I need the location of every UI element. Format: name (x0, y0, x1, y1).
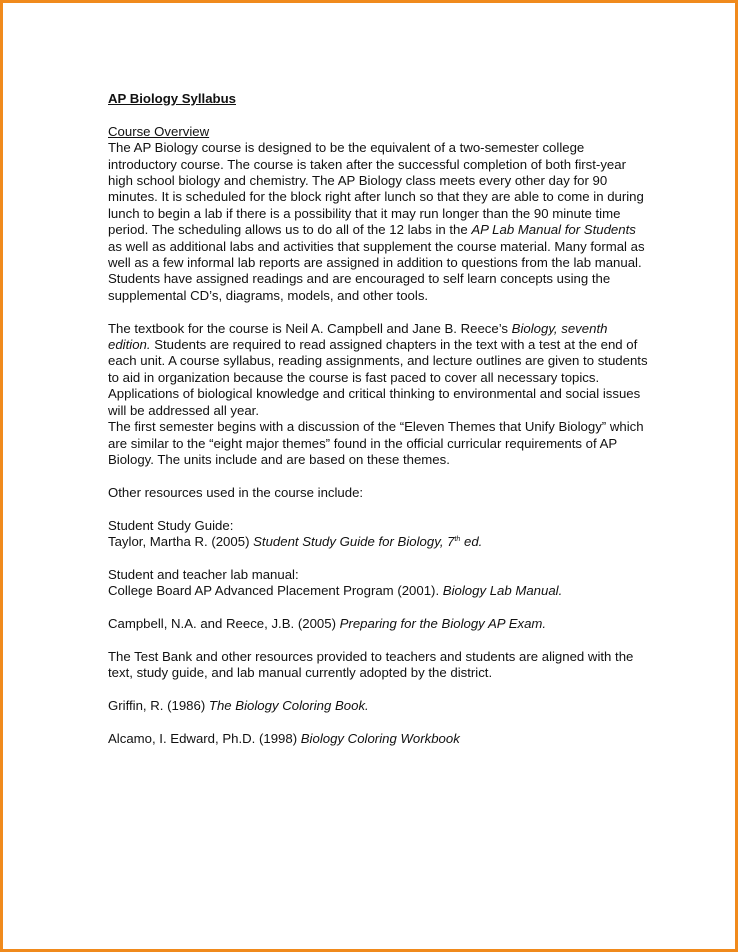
lab-manual-title: Biology Lab Manual. (442, 583, 563, 599)
campbell-entry (108, 616, 648, 632)
study-guide-entry (108, 518, 648, 551)
textbook-title: Biology, seventh edition. (108, 320, 608, 353)
study-guide-citation: Taylor, Martha R. (2005) (108, 533, 254, 549)
document-page (108, 91, 648, 764)
alcamo-citation: Alcamo, I. Edward, Ph.D. (1998) (108, 730, 301, 746)
study-guide-title: Student Study Guide for Biology, 7 (253, 533, 455, 549)
textbook-text-c: Students are required to read assigned chapters in the text with a test at the end of each unit. A course syllabus, reading assignments, and lecture outlines are given to students to aid in organization because the course is fast paced to cover all necessary topics. Applications of biological knowledge and critical thinking to environmental and social issues will be addressed all year. (108, 337, 648, 418)
study-guide-edition: ed. (460, 533, 483, 549)
campbell-title: Preparing for the Biology AP Exam. (339, 615, 547, 631)
course-overview-section (108, 124, 648, 304)
textbook-section (108, 321, 648, 469)
griffin-citation: Griffin, R. (1986) (108, 697, 209, 713)
griffin-entry (108, 698, 648, 714)
study-guide-sup: th (454, 535, 461, 543)
lab-manual-citation: College Board AP Advanced Placement Program (2001). (108, 583, 443, 599)
lab-manual-label: Student and teacher lab manual: (108, 566, 299, 582)
lab-manual-entry (108, 567, 648, 600)
resources-intro: Other resources used in the course include: (108, 484, 364, 500)
overview-text-a: The AP Biology course is designed to be the equivalent of a two-semester college introductory course. The course is taken after the successful completion of both first-year high school biology and chemistry. The AP Biology class meets every other day for 90 minutes. It is scheduled for the block right after lunch so that they are able to come in during lunch to begin a lab if there is a possibility that it may run longer than the 90 minute time period. The scheduling allows us to do all of the 12 labs in the (108, 140, 644, 238)
textbook-text-d: The first semester begins with a discussion of the “Eleven Themes that Unify Biology” which are similar to the “eight major themes” found in the official curricular requirements of AP Biology. The units include and are based on these themes. (108, 419, 644, 467)
test-bank-paragraph: The Test Bank and other resources provided to teachers and students are aligned with the text, study guide, and lab manual currently adopted by the district. (108, 648, 634, 681)
textbook-text-a: The textbook for the course is Neil A. Campbell and Jane B. Reece’s (108, 320, 512, 336)
overview-lab-manual-title: AP Lab Manual for Students (471, 222, 636, 238)
campbell-citation: Campbell, N.A. and Reece, J.B. (2005) (108, 615, 340, 631)
alcamo-title: Biology Coloring Workbook (300, 730, 460, 746)
overview-text-c: as well as additional labs and activities that supplement the course material. Many formal as well as a few informal lab reports are assigned in addition to questions from the lab manual. Students have assigned readings and are encouraged to self learn concepts using the supplemental CD’s, diagrams, models, and other tools. (108, 238, 645, 303)
study-guide-label: Student Study Guide: (108, 517, 234, 533)
document-title: AP Biology Syllabus (108, 91, 236, 106)
griffin-title: The Biology Coloring Book. (208, 697, 369, 713)
course-overview-heading: Course Overview (108, 123, 210, 139)
alcamo-entry (108, 731, 648, 747)
